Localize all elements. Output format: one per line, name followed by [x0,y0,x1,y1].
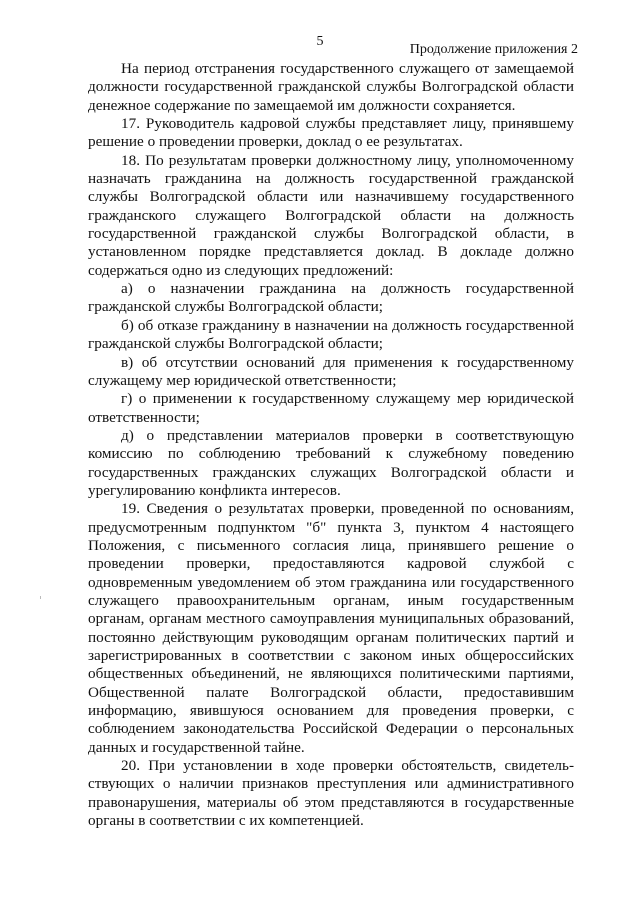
paragraph-18: 18. По результатам проверки должностному лицу, уполномоченному назначать гражданина на должность государственной гражданской службы Волгоградской области или назначившему государственного гражданского служащего Волгоградской области на должность государственной гражданской службы Волгоградской области, в установленном порядке представляется доклад. В докладе должно содержаться одно из следующих предложений: [88,151,574,279]
document-body [88,60,574,830]
appendix-continuation-note: Продолжение приложения 2 [409,42,578,57]
paragraph-19: 19. Сведения о результатах проверки, проведенной по основаниям, предусмотренным подпунктом "б" пункта 3, пунктом 4 настоящего Положения, с письменного согласия лица, принявшего решение о проведении проверки, предоставляются кадровой службой с одновременным уведомлением об этом гражданина или государственного служащего правоохранительным органам, иным государственным органам, органам местного самоуправления муниципальных образований, постоянно действующим руководящим органам политических партий и зарегистрированных в соответствии с законом иных общероссийских общественных объединений, не являющихся политическими партиями, Общественной палате Волгоградской области, предоставившим информацию, явившуюся основанием для проведения проверки, с соблюдением законодательства Российской Федерации о персональных данных и государственной тайне. [88,500,574,756]
scan-margin-mark [40,596,41,599]
paragraph-17: 17. Руководитель кадровой службы представляет лицу, принявшему решение о проведении проверки, доклад о ее результатах. [88,115,574,151]
paragraph-18-item-v: в) об отсутствии оснований для применения к государственному служащему мер юридической ответственности; [88,353,574,389]
paragraph-20: 20. При установлении в ходе проверки обстоятельств, свидетель-ствующих о наличии признаков преступления или административного правонарушения, материалы об этом представляются в государственные органы в соответствии с их компетенцией. [88,757,574,830]
paragraph-18-item-a: а) о назначении гражданина на должность государственной гражданской службы Волгоградской области; [88,280,574,316]
paragraph-suspension-salary: На период отстранения государственного служащего от замещаемой должности государственной гражданской службы Волгоградской области денежное содержание по замещаемой им должности сохраняется. [88,60,574,114]
paragraph-18-item-g: г) о применении к государственному служащему мер юридической ответственности; [88,390,574,426]
paragraph-18-item-d: д) о представлении материалов проверки в соответствующую комиссию по соблюдению требований к служебному поведению государственных гражданских служащих Волгоградской области и урегулированию конфликта интересов. [88,426,574,499]
page-number: 5 [316,34,324,49]
paragraph-18-item-b: б) об отказе гражданину в назначении на должность государственной гражданской службы Волгоградской области; [88,316,574,353]
